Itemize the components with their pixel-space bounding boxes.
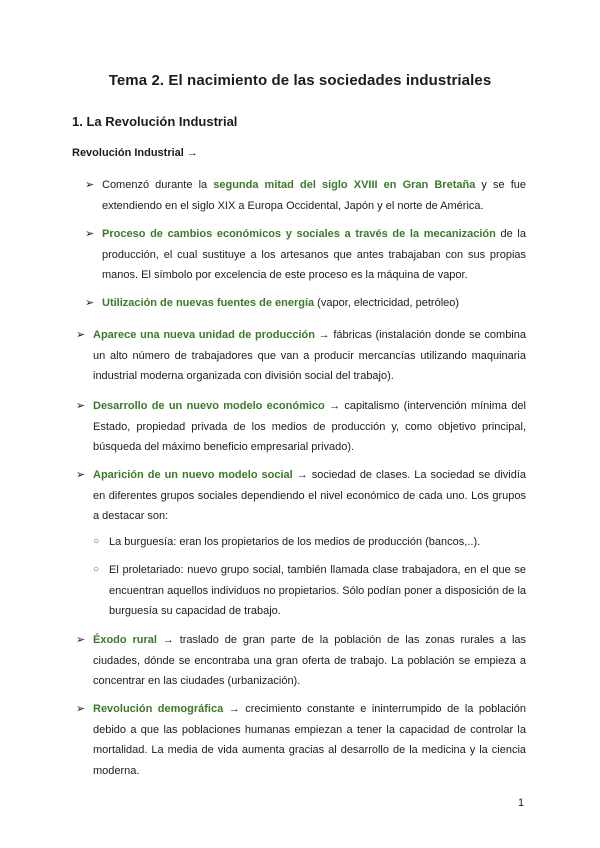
list-item-rural-exodus bbox=[76, 630, 527, 692]
arrow-icon: → bbox=[296, 469, 308, 481]
item-highlight: segunda mitad del siglo XVIII en Gran Bretaña bbox=[213, 179, 476, 191]
item-text: traslado de gran parte de la población de las zonas rurales a las ciudades, dónde se encontraba una gran oferta de trabajo. La población se empieza a concentrar en las ciudades (urbanización). bbox=[93, 634, 527, 687]
bullet-arrow-icon: ➢ bbox=[76, 703, 86, 715]
item-highlight: Desarrollo de un nuevo modelo económico bbox=[93, 400, 325, 412]
circle-bullet-icon: ○ bbox=[93, 564, 100, 575]
arrow-icon: → bbox=[318, 329, 330, 341]
item-text: y se fue extendiendo en el siglo XIX a Europa Occidental, Japón y el norte de América. bbox=[102, 179, 527, 212]
arrow-icon: → bbox=[228, 703, 240, 715]
list-item-demographic bbox=[76, 699, 526, 781]
item-text: La burguesía: eran los propietarios de los medios de producción (bancos,..). bbox=[109, 536, 481, 548]
item-highlight: Proceso de cambios económicos y sociales a través de la mecanización bbox=[102, 228, 496, 240]
item-text: de la producción, el cual sustituye a los artesanos que antes trabajaban con sus propias manos. El símbolo por excelencia de este proceso es la máquina de vapor. bbox=[102, 228, 526, 281]
list-item-social-model bbox=[76, 465, 527, 527]
bullet-arrow-icon: ➢ bbox=[76, 634, 86, 646]
bullet-arrow-icon: ➢ bbox=[76, 400, 86, 412]
bullet-arrow-icon: ➢ bbox=[85, 297, 95, 309]
bullet-arrow-icon: ➢ bbox=[85, 179, 95, 191]
list-item-economic-model bbox=[76, 396, 526, 458]
page-number: 1 bbox=[518, 797, 525, 809]
item-text: (vapor, electricidad, petróleo) bbox=[314, 297, 460, 309]
bullet-arrow-icon: ➢ bbox=[76, 469, 86, 481]
bullet-arrow-icon: ➢ bbox=[85, 228, 95, 240]
item-text: sociedad de clases. La sociedad se dividía en diferentes grupos sociales dependiendo el nivel económico de cada uno. Los grupos a destacar son: bbox=[93, 469, 527, 522]
item-highlight: Utilización de nuevas fuentes de energía bbox=[102, 297, 315, 309]
subheading-text: Revolución Industrial bbox=[72, 147, 184, 159]
list-item-production-unit bbox=[76, 325, 526, 387]
item-highlight: Éxodo rural bbox=[93, 634, 157, 646]
arrow-icon: → bbox=[186, 147, 198, 159]
subheading bbox=[72, 147, 198, 159]
list-item-energy bbox=[85, 293, 526, 314]
list-subitem-proletariat bbox=[93, 560, 526, 622]
item-highlight: Aparece una nueva unidad de producción bbox=[93, 329, 315, 341]
item-highlight: Aparición de un nuevo modelo social bbox=[93, 469, 293, 481]
item-text: Comenzó durante la bbox=[102, 179, 214, 191]
circle-bullet-icon: ○ bbox=[93, 536, 100, 547]
section-heading: 1. La Revolución Industrial bbox=[72, 114, 238, 129]
arrow-icon: → bbox=[329, 400, 341, 412]
item-text: fábricas (instalación donde se combina un alto número de trabajadores que van a producir mercancías utilizando maquinaria industrial moderna organizada con división social del trabajo). bbox=[93, 329, 526, 382]
item-text: El proletariado: nuevo grupo social, también llamada clase trabajadora, en el que se encuentran aquellos individuos no propietarios. Sólo podían poner a disposición de la burguesía su capacidad de trabajo. bbox=[109, 564, 526, 617]
arrow-icon: → bbox=[162, 634, 174, 646]
item-text: crecimiento constante e ininterrumpido de la población debido a que las poblaciones humanas empiezan a tener la capacidad de controlar la mortalidad. La media de vida aumenta gracias al desarrollo de la medicina y la ciencia moderna. bbox=[93, 703, 526, 777]
item-highlight: Revolución demográfica bbox=[93, 703, 224, 715]
list-subitem-bourgeoisie bbox=[93, 532, 526, 553]
list-item-mechanization bbox=[85, 224, 526, 286]
list-item-origin bbox=[85, 175, 527, 216]
document-title: Tema 2. El nacimiento de las sociedades industriales bbox=[108, 72, 492, 89]
item-text: capitalismo (intervención mínima del Estado, propiedad privada de los medios de producción y, como objetivo principal, búsqueda del máximo beneficio empresarial privado). bbox=[93, 400, 526, 453]
bullet-arrow-icon: ➢ bbox=[76, 329, 86, 341]
